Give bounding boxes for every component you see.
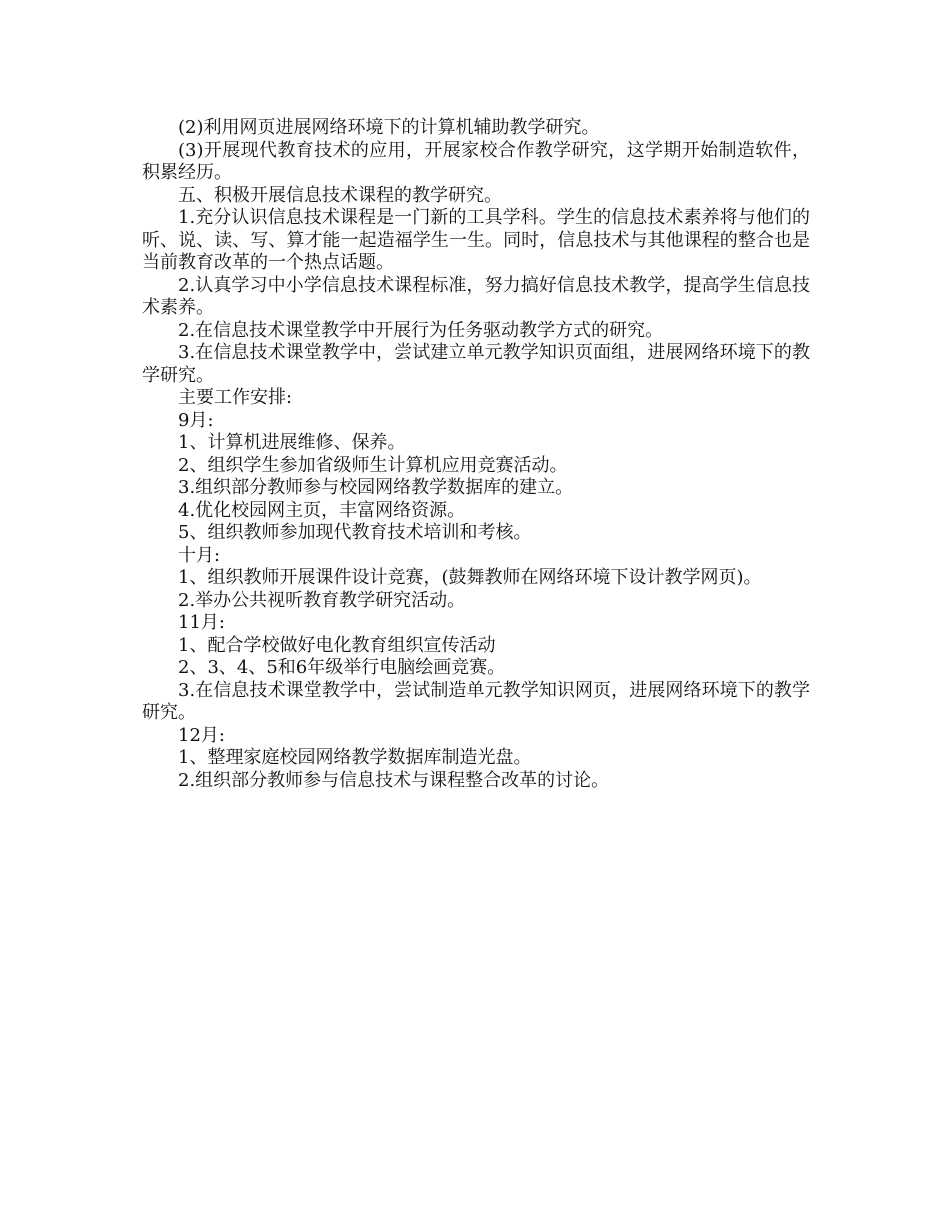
list-item: 5、组织教师参加现代教育技术培训和考核。 [178, 522, 532, 543]
list-item: 2.组织部分教师参与信息技术与课程整合改革的讨论。 [178, 769, 610, 791]
list-item: 3.组织部分教师参与校园网络教学数据库的建立。 [178, 477, 574, 498]
list-item: 2、3、4、5和6年级举行电脑绘画竞赛。 [178, 657, 506, 678]
month-heading-november: 11月: [178, 612, 225, 633]
list-item: 3.在信息技术课堂教学中，尝试制造单元教学知识网页，进展网络环境下的教学研究。 [142, 679, 810, 723]
paragraph-2: (3)开展现代教育技术的应用，开展家校合作教学研究，这学期开始制造软件，积累经历。 [142, 139, 810, 183]
month-heading-december: 12月: [178, 724, 225, 746]
list-item: 2、组织学生参加省级师生计算机应用竞赛活动。 [178, 454, 568, 476]
list-item: 4.优化校园网主页，丰富网络资源。 [178, 499, 466, 521]
section-heading-5: 五、积极开展信息技术课程的教学研究。 [178, 184, 502, 206]
month-heading-september: 9月: [178, 409, 214, 431]
paragraph-5: 2.认真学习中小学信息技术课程标准，努力搞好信息技术教学，提高学生信息技术素养。 [142, 274, 810, 318]
paragraph-1: (2)利用网页进展网络环境下的计算机辅助教学研究。 [178, 117, 600, 138]
document-body [142, 117, 810, 792]
paragraph-6: 2.在信息技术课堂教学中开展行为任务驱动教学方式的研究。 [178, 319, 664, 341]
list-item: 1、计算机进展维修、保养。 [178, 432, 406, 453]
month-heading-october: 十月: [178, 544, 221, 566]
list-item: 1、配合学校做好电化教育组织宣传活动 [178, 634, 496, 656]
list-item: 2.举办公共视听教育教学研究活动。 [178, 589, 466, 611]
paragraph-4: 1.充分认识信息技术课程是一门新的工具学科。学生的信息技术素养将与他们的听、说、读、写、算才能一起造福学生一生。同时，信息技术与其他课程的整合也是当前教育改革的一个热点话题。 [142, 207, 810, 273]
paragraph-7: 3.在信息技术课堂教学中，尝试建立单元教学知识页面组，进展网络环境下的教学研究。 [142, 342, 810, 386]
list-item: 1、整理家庭校园网络教学数据库制造光盘。 [178, 747, 532, 768]
list-item: 1、组织教师开展课件设计竞赛，(鼓舞教师在网络环境下设计教学网页)。 [178, 567, 762, 588]
schedule-heading: 主要工作安排: [178, 387, 293, 408]
